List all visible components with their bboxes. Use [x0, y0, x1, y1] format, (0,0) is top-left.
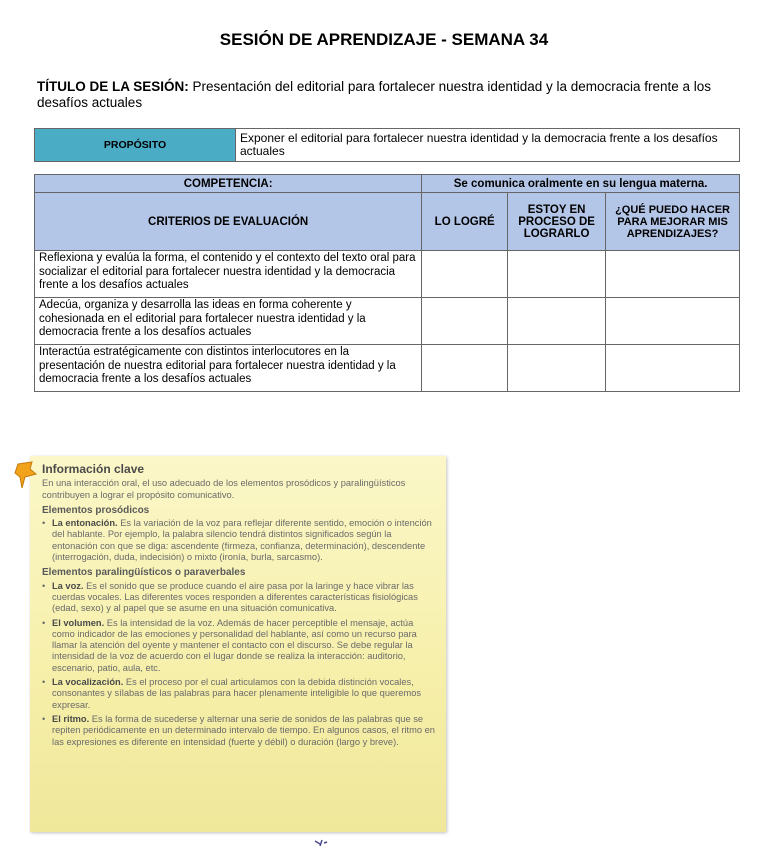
- list-item: • El volumen. Es la intensidad de la voz. Además de hacer perceptible el mensaje, actúa como indicador de las emociones y personalidad del hablante, así como un recurso para llamar la atención del oyente y mantener el contacto con el discurso. Se debe regular la intensidad de la voz de acuerdo con el lugar donde se realiza la interacción: auditorio, escenario, patio, aula, etc.: [42, 617, 417, 673]
- achieved-cell[interactable]: [422, 298, 508, 345]
- improve-header: ¿QUÉ PUEDO HACER PARA MEJORAR MIS APRENDIZAJES?: [606, 193, 740, 251]
- session-title: [37, 79, 737, 111]
- purpose-table: [34, 128, 740, 162]
- table-row: [35, 298, 740, 345]
- list-item: • La voz. Es el sonido que se produce cuando el aire pasa por la laringe y hace vibrar las cuerdas vocales. Las diferentes voces responden a diferentes características fisiológicas (edad, sexo) y al papel que se asume en una situación comunicativa.: [42, 580, 418, 614]
- item-key: El volumen.: [52, 617, 105, 628]
- in-process-header: ESTOY EN PROCESO DE LOGRARLO: [508, 193, 606, 251]
- achieved-header: LO LOGRÉ: [422, 193, 508, 251]
- improve-cell[interactable]: [606, 298, 740, 345]
- item-text: Es la intensidad de la voz. Además de hacer perceptible el mensaje, actúa como indicador de las emociones y personalidad del hablante, así como un recurso para llamar la atención del oyente y mantener el contacto con el discurso. Se debe regular la intensidad de la voz de acuerdo con el lugar donde se realiza la interacción: auditorio, escenario, patio, aula, etc.: [52, 617, 417, 673]
- list-item: • El ritmo. Es la forma de sucederse y alternar una serie de sonidos de las palabras que se repiten periódicamente en un determinado intervalo de tiempo. En algunos casos, el ritmo en las expresiones es diferente en intensidad (fuerte y débil) o duración (largo y breve).: [42, 713, 435, 747]
- item-key: La voz.: [52, 580, 84, 591]
- pushpin-icon: [14, 460, 40, 490]
- item-key: La entonación.: [52, 518, 118, 529]
- session-title-label: TÍTULO DE LA SESIÓN:: [37, 79, 189, 94]
- item-key: El ritmo.: [52, 713, 90, 724]
- competence-value: Se comunica oralmente en su lengua materna.: [422, 175, 740, 193]
- competence-label: COMPETENCIA:: [35, 175, 422, 193]
- table-row: [35, 251, 740, 298]
- prosodic-title: Elementos prosódicos: [42, 504, 150, 516]
- paralinguistic-title: Elementos paralingüísticos o paraverbales: [42, 567, 246, 579]
- item-text: Es la variación de la voz para reflejar diferente sentido, emoción o intención del hablante. Por ejemplo, la palabra silencio tendrá distintos significados según la entonación con que se diga: ascendente (firmeza, confianza, determinación), descendente (interrogación, duda, indecisión) o mixto (ironía, burla, sarcasmo).: [52, 518, 432, 563]
- item-text: Es el sonido que se produce cuando el aire pasa por la laringe y hace vibrar las cuerdas vocales. Las diferentes voces responden a diferentes características fisiológicas (edad, sexo) y al papel que se asume en una situación comunicativa.: [52, 580, 418, 614]
- list-item: • La entonación. Es la variación de la voz para reflejar diferente sentido, emoción o intención del hablante. Por ejemplo, la palabra silencio tendrá distintos significados según la entonación con que se diga: ascendente (firmeza, confianza, determinación), descendente (interrogación, duda, indecisión) o mixto (ironía, burla, sarcasmo).: [42, 518, 432, 563]
- improve-cell[interactable]: [606, 251, 740, 298]
- purpose-text: Exponer el editorial para fortalecer nuestra identidad y la democracia frente a los desafíos actuales: [236, 129, 740, 162]
- in-process-cell[interactable]: [508, 298, 606, 345]
- criteria-table: [34, 174, 740, 392]
- session-title-text: Presentación del editorial para fortalecer nuestra identidad y la democracia frente a los desafíos actuales: [37, 79, 712, 110]
- scribble-mark-icon: [314, 838, 328, 848]
- purpose-label: PROPÓSITO: [35, 129, 236, 162]
- key-info-note: [30, 456, 446, 832]
- key-info-intro: En una interacción oral, el uso adecuado de los elementos prosódicos y paralingüísticos contribuyen a lograr el propósito comunicativo.: [42, 478, 406, 500]
- table-row: [35, 345, 740, 392]
- criterion-text: Adecúa, organiza y desarrolla las ideas en forma coherente y cohesionada en el editorial para fortalecer nuestra identidad y la democracia frente a los desafíos actuales: [35, 298, 422, 345]
- criteria-header: CRITERIOS DE EVALUACIÓN: [35, 193, 422, 251]
- criterion-text: Interactúa estratégicamente con distintos interlocutores en la presentación de nuestra editorial para fortalecer nuestra identidad y la democracia frente a los desafíos actuales: [35, 345, 422, 392]
- improve-cell[interactable]: [606, 345, 740, 392]
- page-title: SESIÓN DE APRENDIZAJE - SEMANA 34: [219, 30, 549, 49]
- key-info-title: Información clave: [42, 462, 145, 476]
- achieved-cell[interactable]: [422, 251, 508, 298]
- item-text: Es la forma de sucederse y alternar una serie de sonidos de las palabras que se repiten periódicamente en un determinado intervalo de tiempo. En algunos casos, el ritmo en las expresiones es diferente en intensidad (fuerte y débil) o duración (largo y breve).: [52, 713, 435, 747]
- list-item: • La vocalización. Es el proceso por el cual articulamos con la debida distinción vocales, consonantes y sílabas de las palabras para hacer plenamente inteligible lo que queremos expresar.: [42, 677, 422, 710]
- in-process-cell[interactable]: [508, 345, 606, 392]
- item-text: Es el proceso por el cual articulamos con la debida distinción vocales, consonantes y sílabas de las palabras para hacer plenamente inteligible lo que queremos expresar.: [52, 677, 422, 710]
- achieved-cell[interactable]: [422, 345, 508, 392]
- in-process-cell[interactable]: [508, 251, 606, 298]
- criterion-text: Reflexiona y evalúa la forma, el contenido y el contexto del texto oral para socializar el editorial para fortalecer nuestra identidad y la democracia frente a los desafíos actuales: [35, 251, 422, 298]
- item-key: La vocalización.: [52, 677, 124, 688]
